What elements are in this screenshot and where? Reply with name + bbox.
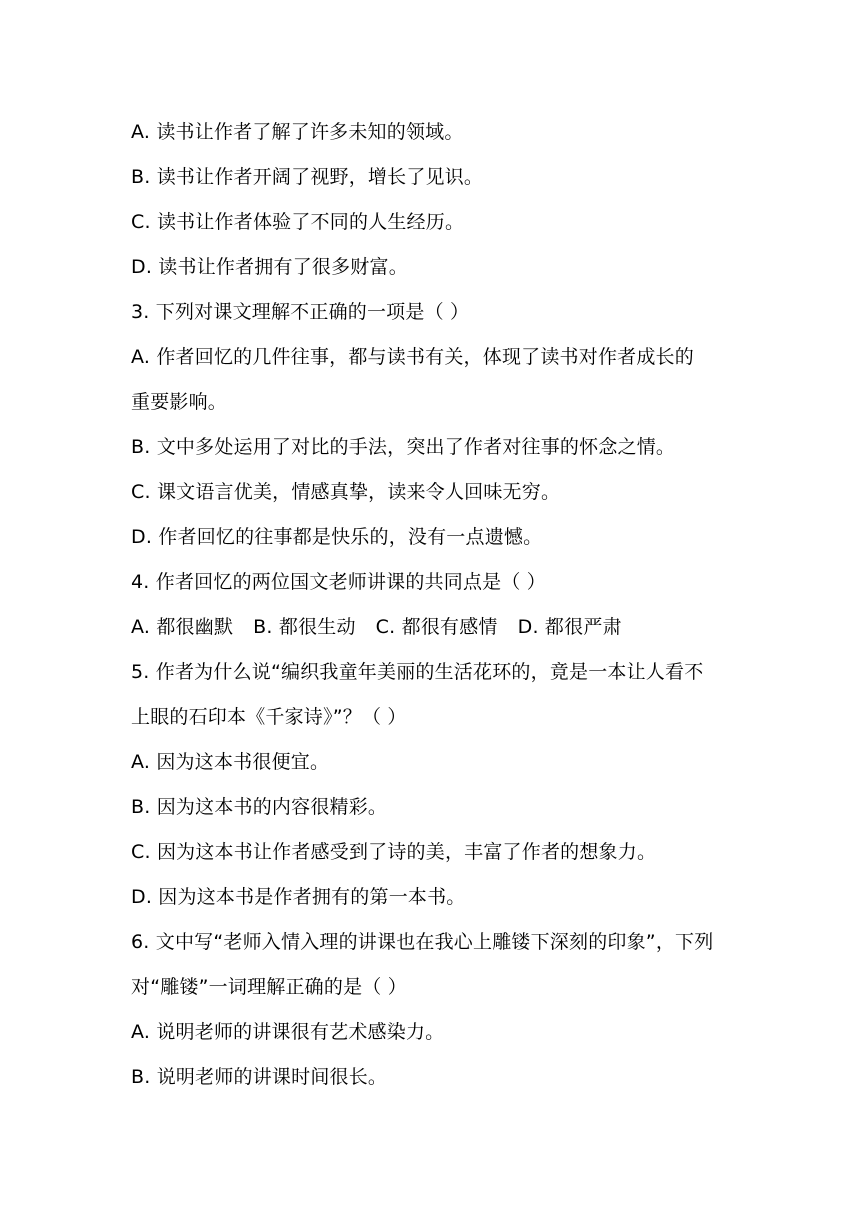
option-c-q4: C. 都很有感情 [375,616,498,638]
question-4: 4. 作者回忆的两位国文老师讲课的共同点是（ ） [131,571,547,593]
option-b-q3: B. 文中多处运用了对比的手法，突出了作者对往事的怀念之情。 [131,436,676,458]
option-d-q2: D. 读书让作者拥有了很多财富。 [131,256,408,278]
option-b-q4: B. 都很生动 [253,616,356,638]
option-b-q5: B. 因为这本书的内容很精彩。 [131,796,388,818]
option-d-q5: D. 因为这本书是作者拥有的第一本书。 [131,886,466,908]
option-a-q6: A. 说明老师的讲课很有艺术感染力。 [131,1021,445,1043]
question-content [131,110,741,1100]
option-a-q3: A. 作者回忆的几件往事，都与读书有关，体现了读书对作者成长的 [131,346,694,368]
option-c-q3: C. 课文语言优美，情感真挚，读来令人回味无穷。 [131,481,561,503]
option-a-q4: A. 都很幽默 [131,616,234,638]
option-d-q3: D. 作者回忆的往事都是快乐的，没有一点遗憾。 [131,526,543,548]
option-c-q5: C. 因为这本书让作者感受到了诗的美，丰富了作者的想象力。 [131,841,657,863]
option-b-q6: B. 说明老师的讲课时间很长。 [131,1066,388,1088]
option-a-q2: A. 读书让作者了解了许多未知的领域。 [131,121,464,143]
option-c-q2: C. 读书让作者体验了不同的人生经历。 [131,211,465,233]
question-5: 5. 作者为什么说“编织我童年美丽的生活花环的，竟是一本让人看不 [131,661,704,683]
question-6-cont: 对“雕镂”一词理解正确的是（ ） [131,976,407,998]
question-5-cont: 上眼的石印本《千家诗》”？（ ） [131,706,407,728]
question-3: 3. 下列对课文理解不正确的一项是（ ） [131,301,470,323]
question-4-options [131,605,741,650]
option-a-q3-cont: 重要影响。 [131,391,228,413]
option-b-q2: B. 读书让作者开阔了视野，增长了见识。 [131,166,484,188]
option-a-q5: A. 因为这本书很便宜。 [131,751,330,773]
question-6: 6. 文中写“老师入情入理的讲课也在我心上雕镂下深刻的印象”，下列 [131,931,714,953]
option-d-q4: D. 都很严肃 [517,616,622,638]
